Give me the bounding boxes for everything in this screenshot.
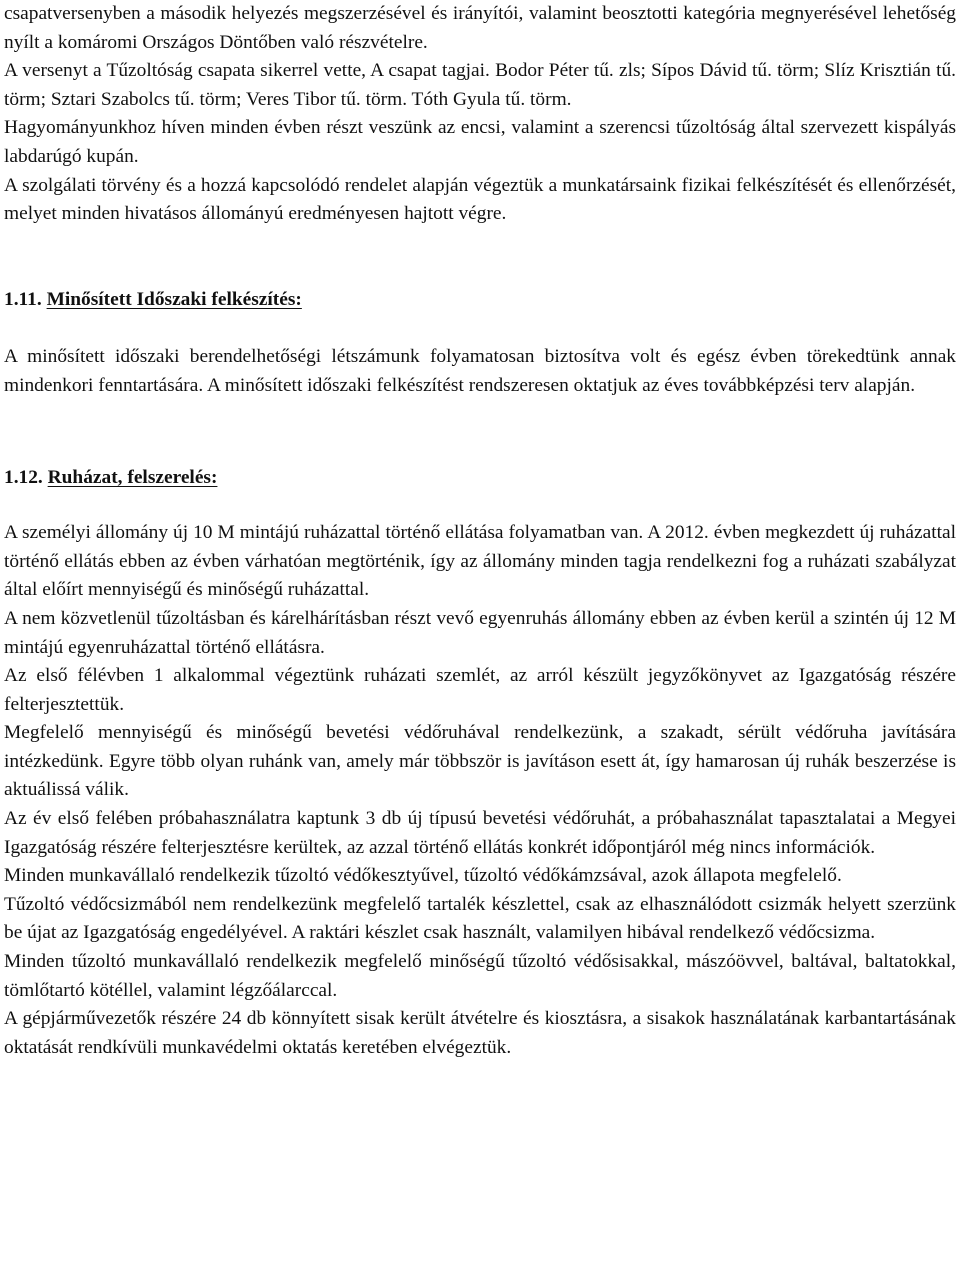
section-1-12-paragraph-6: Minden munkavállaló rendelkezik tűzoltó védőkesztyűvel, tűzoltó védőkámzsával, azok állapota megfelelő.	[4, 865, 842, 887]
section-1-12-paragraph-4: Megfelelő mennyiségű és minőségű bevetési védőruhával rendelkezünk, a szakadt, sérült védőruha javítására intézkedünk. Egyre több olyan ruhánk van, amely már többször is javításon esett át, így hamarosan új ruhák beszerzése is aktuálissá válik.	[4, 722, 956, 801]
section-title: Ruházat, felszerelés:	[47, 466, 218, 488]
intro-paragraph-2: A versenyt a Tűzoltóság csapata sikerrel vette, A csapat tagjai. Bodor Péter tű. zls; Sípos Dávid tű. törm; Slíz Krisztián tű. törm; Sztari Szabolcs tű. törm; Veres Tibor tű. törm. Tóth Gyula tű. törm.	[4, 60, 956, 110]
section-1-12-paragraph-3: Az első félévben 1 alkalommal végeztünk ruházati szemlét, az arról készült jegyzőkönyvet az Igazgatóság részére felterjesztettük.	[4, 665, 956, 715]
spacer	[4, 229, 956, 286]
section-1-12-paragraph-1: A személyi állomány új 10 M mintájú ruházattal történő ellátása folyamatban van. A 2012. évben megkezdett új ruházattal történő ellátás ebben az évben várhatóan megtörténik, így az állomány minden tagja rendelkezni fog a ruházati szabályzat által előírt mennyiségű és minőségű ruházattal.	[4, 522, 956, 601]
spacer	[4, 314, 956, 343]
section-heading-1-11	[4, 286, 956, 315]
spacer	[4, 492, 956, 519]
section-title: Minősített Időszaki felkészítés:	[46, 288, 302, 310]
section-1-12-paragraph-2: A nem közvetlenül tűzoltásban és kárelhárításban részt vevő egyenruhás állomány ebben az évben kerül a szintén új 12 M mintájú egyenruházattal történő ellátásra.	[4, 607, 956, 658]
section-1-12-paragraph-7: Tűzoltó védőcsizmából nem rendelkezünk megfelelő tartalék készlettel, csak az elhasználódott csizmák helyett szerzünk be újat az Igazgatóság engedélyével. A raktári készlet csak használt, valamilyen hibával rendelkező védőcsizma.	[4, 893, 956, 944]
intro-paragraph-1: csapatversenyben a második helyezés megszerzésével és irányítói, valamint beosztotti kategória megnyerésével lehetőség nyílt a komáromi Országos Döntőben való részvételre.	[4, 3, 956, 53]
section-number: 1.12.	[4, 466, 43, 488]
document-page	[4, 0, 956, 1062]
section-1-11-paragraph-1: A minősített időszaki berendelhetőségi létszámunk folyamatosan biztosítva volt és egész évben törekedtünk annak mindenkori fenntartására. A minősített időszaki felkészítést rendszeresen oktatjuk az éves továbbképzési terv alapján.	[4, 346, 956, 396]
intro-paragraph-4: A szolgálati törvény és a hozzá kapcsolódó rendelet alapján végeztük a munkatársaink fizikai felkészítését és ellenőrzését, melyet minden hivatásos állományú eredményesen hajtott végre.	[4, 174, 956, 225]
spacer	[4, 401, 956, 464]
intro-paragraph-3: Hagyományunkhoz híven minden évben részt veszünk az encsi, valamint a szerencsi tűzoltóság által szervezett kispályás labdarúgó kupán.	[4, 117, 956, 167]
section-1-12-paragraph-5: Az év első felében próbahasználatra kaptunk 3 db új típusú bevetési védőruhát, a próbahasználat tapasztalatai a Megyei Igazgatóság részére felterjesztésre kerültek, az azzal történő ellátás konkrét időpontjáról még nincs információk.	[4, 808, 956, 858]
section-1-12-paragraph-8: Minden tűzoltó munkavállaló rendelkezik megfelelő minőségű tűzoltó védősisakkal, mászóövvel, baltával, baltatokkal, tömlőtartó kötéllel, valamint légzőálarccal.	[4, 951, 956, 1001]
section-heading-1-12	[4, 464, 956, 493]
section-number: 1.11.	[4, 288, 42, 310]
section-1-12-paragraph-9: A gépjárművezetők részére 24 db könnyített sisak került átvételre és kiosztásra, a sisakok használatának karbantartásának oktatását rendkívüli munkavédelmi oktatás keretében elvégeztük.	[4, 1008, 956, 1058]
